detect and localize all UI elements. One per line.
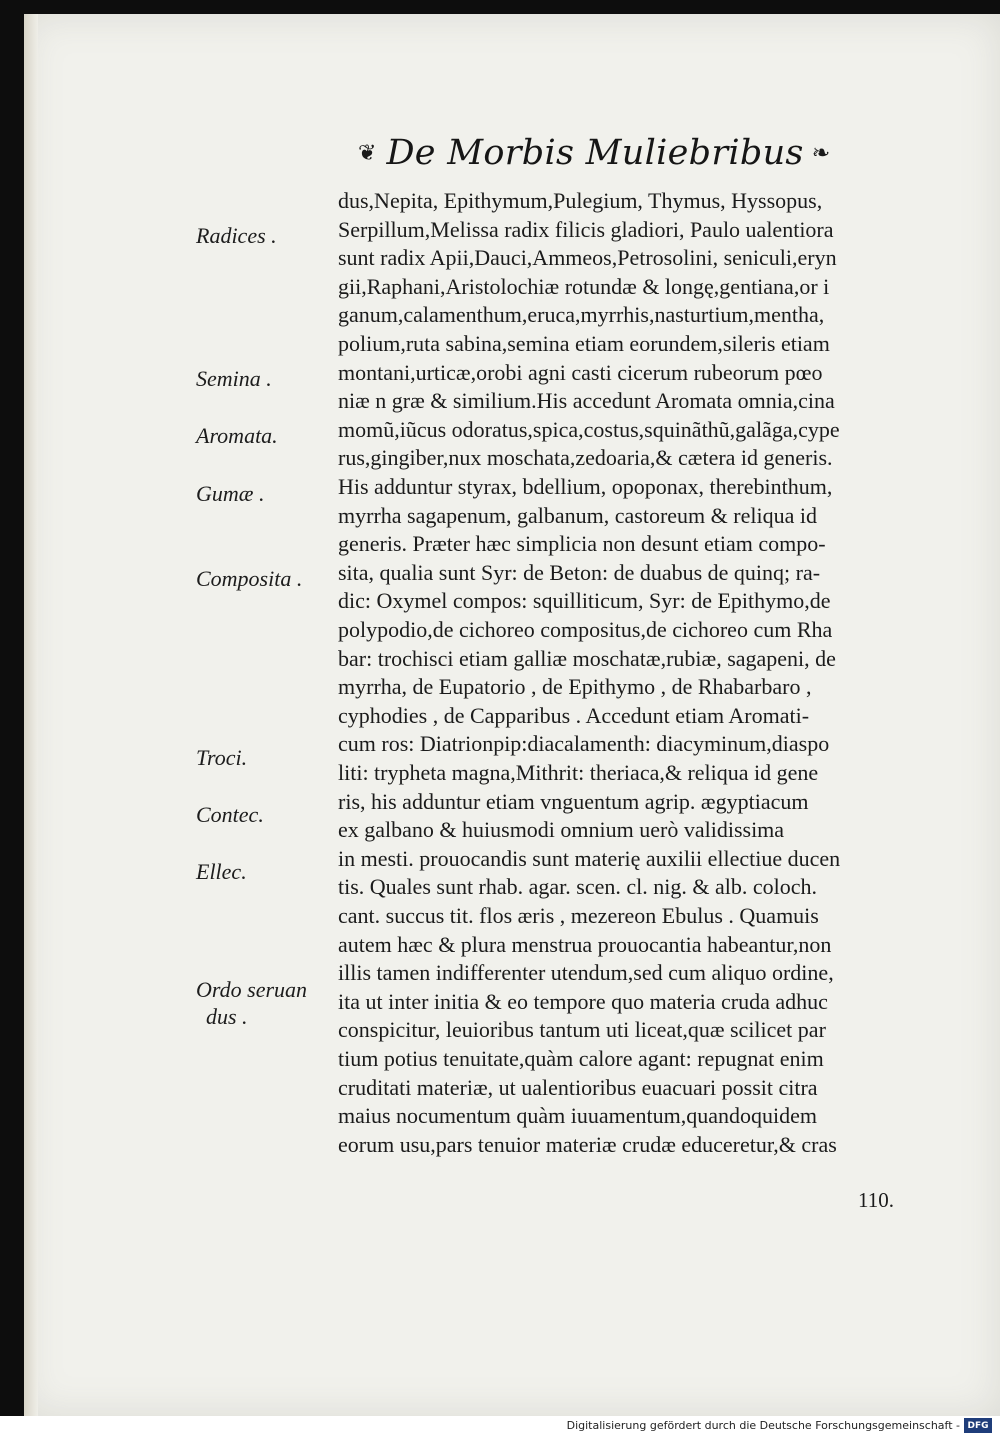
body-line: ex galbano & huiusmodi omnium uerò validissima [338, 817, 785, 842]
body-line: sunt radix Apii,Dauci,Ammeos,Petrosolini, seniculi,eryn [338, 245, 837, 270]
fleuron-right-icon: ❧ [811, 140, 831, 166]
body-line: momũ,iũcus odoratus,spica,costus,squinãthũ,galãga,cype [338, 417, 840, 442]
body-line: sita, qualia sunt Syr: de Beton: de duabus de quinq; ra- [338, 560, 821, 585]
body-line: dus,Nepita, Epithymum,Pulegium, Thymus, Hyssopus, [338, 188, 823, 213]
body-line: tium potius tenuitate,quàm calore agant: repugnat enim [338, 1046, 824, 1071]
running-header [358, 128, 858, 178]
body-line: rus,gingiber,nux moschata,zedoaria,& cætera id generis. [338, 445, 833, 470]
fleuron-left-icon: ❦ [358, 140, 377, 166]
page-number: 110. [858, 1188, 894, 1212]
margin-note-semina: Semina . [196, 366, 272, 391]
body-line: polium,ruta sabina,semina etiam eorundem,sileris etiam [338, 331, 830, 356]
funding-credit: Digitalisierung gefördert durch die Deutsche Forschungsgemeinschaft - [566, 1419, 960, 1432]
body-line: cum ros: Diatrionpip:diacalamenth: diacyminum,diaspo [338, 731, 830, 756]
dfg-logo: DFG [964, 1418, 992, 1433]
body-line: dic: Oxymel compos: squilliticum, Syr: de Epithymo,de [338, 588, 831, 613]
body-line: tis. Quales sunt rhab. agar. scen. cl. nig. & alb. coloch. [338, 874, 817, 899]
margin-note-composita: Composita . [196, 566, 303, 591]
body-line: myrrha, de Eupatorio , de Epithymo , de Rhabarbaro , [338, 674, 812, 699]
body-line: His adduntur styrax, bdellium, opoponax, therebinthum, [338, 474, 833, 499]
margin-note-contec: Contec. [196, 802, 264, 827]
margin-note-ellec: Ellec. [196, 859, 247, 884]
body-line: myrrha sagapenum, galbanum, castoreum & reliqua id [338, 503, 817, 528]
body-line: maius nocumentum quàm iuuamentum,quandoquidem [338, 1103, 818, 1128]
body-line: cruditati materiæ, ut ualentioribus euacuari possit citra [338, 1075, 818, 1100]
margin-note-aromata: Aromata. [196, 423, 278, 448]
body-line: gii,Raphani,Aristolochiæ rotundæ & longę,gentiana,or i [338, 274, 830, 299]
page-title: De Morbis Muliebribus [386, 133, 804, 173]
body-line: ita ut inter initia & eo tempore quo materia cruda adhuc [338, 989, 828, 1014]
margin-note-ordo-seruandus-cont: dus . [206, 1004, 248, 1029]
body-line: cant. succus tit. flos æris , mezereon Ebulus . Quamuis [338, 903, 819, 928]
body-line: montani,urticæ,orobi agni casti cicerum rubeorum pœo [338, 360, 823, 385]
body-line: ganum,calamenthum,eruca,myrrhis,nasturtium,mentha, [338, 302, 825, 327]
body-line: ris, his adduntur etiam vnguentum agrip. ægyptiacum [338, 789, 809, 814]
body-line: generis. Præter hæc simplicia non desunt etiam compo- [338, 531, 826, 556]
margin-note-ordo-seruandus: Ordo seruan [196, 977, 308, 1002]
body-line: liti: trypheta magna,Mithrit: theriaca,& reliqua id gene [338, 760, 819, 785]
margin-note-gumae: Gumæ . [196, 481, 265, 506]
body-line: bar: trochisci etiam galliæ moschatæ,rubiæ, sagapeni, de [338, 646, 836, 671]
body-line: polypodio,de cichoreo compositus,de cichoreo cum Rha [338, 617, 833, 642]
body-line: in mesti. prouocandis sunt materię auxilii ellectiue ducen [338, 846, 841, 871]
body-line: illis tamen indifferenter utendum,sed cum aliquo ordine, [338, 960, 834, 985]
margin-note-radices: Radices . [196, 223, 277, 248]
body-line: eorum usu,pars tenuior materiæ crudæ educeretur,& cras [338, 1132, 837, 1157]
body-line: conspicitur, leuioribus tantum uti liceat,quæ scilicet par [338, 1017, 826, 1042]
body-line: niæ n græ & similium.His accedunt Aromata omnia,cina [338, 388, 835, 413]
margin-note-troci: Troci. [196, 745, 248, 770]
body-line: Serpillum,Melissa radix filicis gladiori, Paulo ualentiora [338, 217, 834, 242]
page-binding-edge [24, 14, 38, 1416]
body-line: cyphodies , de Capparibus . Accedunt etiam Aromati- [338, 703, 810, 728]
body-line: autem hæc & plura menstrua prouocantia habeantur,non [338, 932, 832, 957]
